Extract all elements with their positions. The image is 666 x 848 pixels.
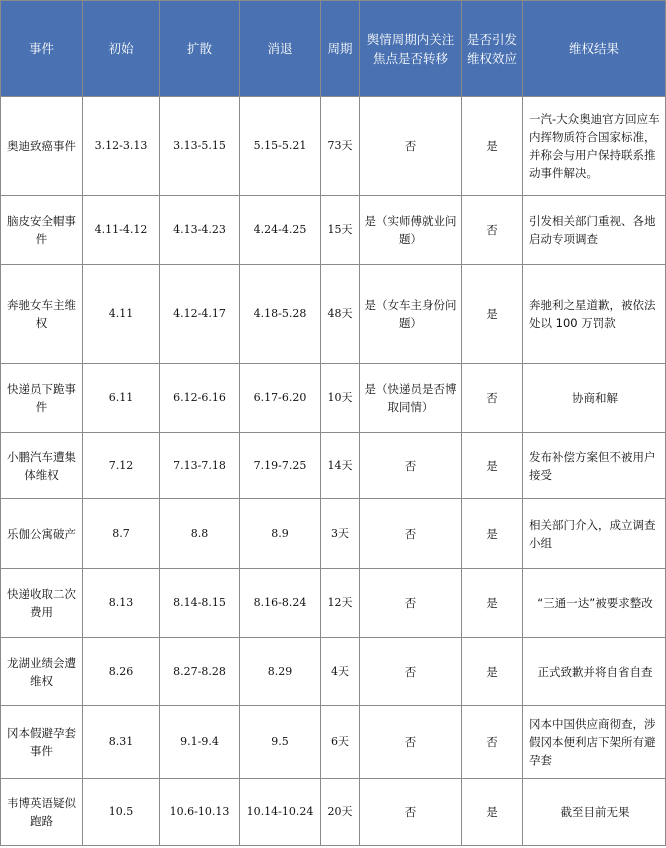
header-cycle: 周期	[321, 1, 360, 97]
table-row	[1, 638, 666, 706]
header-row	[1, 1, 666, 97]
cell-result: 相关部门介入，成立调查小组	[523, 499, 666, 569]
cell-event: 快递员下跪事件	[1, 364, 83, 433]
cell-fade: 8.16-8.24	[240, 569, 321, 638]
cell-focus-shift: 否	[360, 97, 462, 196]
cell-event: 快递收取二次费用	[1, 569, 83, 638]
cell-spread: 4.13-4.23	[160, 196, 240, 265]
cell-cycle: 20天	[321, 779, 360, 846]
cell-focus-shift: 否	[360, 569, 462, 638]
cell-result: 正式致歉并将自省自查	[523, 638, 666, 706]
cell-focus-shift: 否	[360, 499, 462, 569]
cell-rights-effect: 是	[462, 433, 523, 499]
cell-event: 脑皮安全帽事件	[1, 196, 83, 265]
cell-result: 冈本中国供应商彻查，涉假冈本便利店下架所有避孕套	[523, 706, 666, 779]
cell-start: 10.5	[83, 779, 160, 846]
header-start: 初始	[83, 1, 160, 97]
table-row	[1, 779, 666, 846]
cell-event: 龙湖业绩会遭维权	[1, 638, 83, 706]
cell-fade: 8.29	[240, 638, 321, 706]
cell-rights-effect: 否	[462, 364, 523, 433]
cell-result: 截至目前无果	[523, 779, 666, 846]
header-rights-effect: 是否引发维权效应	[462, 1, 523, 97]
cell-focus-shift: 否	[360, 433, 462, 499]
cell-rights-effect: 是	[462, 97, 523, 196]
cell-result: 奔驰利之星道歉，被依法处以 100 万罚款	[523, 265, 666, 364]
cell-focus-shift: 是（快递员是否博取同情）	[360, 364, 462, 433]
cell-fade: 10.14-10.24	[240, 779, 321, 846]
cell-spread: 4.12-4.17	[160, 265, 240, 364]
cell-cycle: 15天	[321, 196, 360, 265]
cell-spread: 3.13-5.15	[160, 97, 240, 196]
cell-rights-effect: 是	[462, 265, 523, 364]
table-row	[1, 706, 666, 779]
header-focus-shift: 舆情周期内关注焦点是否转移	[360, 1, 462, 97]
cell-result: 引发相关部门重视、各地启动专项调查	[523, 196, 666, 265]
cell-focus-shift: 否	[360, 706, 462, 779]
table-row	[1, 364, 666, 433]
cell-spread: 10.6-10.13	[160, 779, 240, 846]
cell-fade: 4.18-5.28	[240, 265, 321, 364]
cell-focus-shift: 否	[360, 638, 462, 706]
cell-fade: 6.17-6.20	[240, 364, 321, 433]
cell-fade: 5.15-5.21	[240, 97, 321, 196]
cell-spread: 8.8	[160, 499, 240, 569]
cell-cycle: 48天	[321, 265, 360, 364]
cell-start: 3.12-3.13	[83, 97, 160, 196]
cell-cycle: 3天	[321, 499, 360, 569]
cell-cycle: 10天	[321, 364, 360, 433]
cell-start: 4.11-4.12	[83, 196, 160, 265]
table-row	[1, 265, 666, 364]
cell-fade: 9.5	[240, 706, 321, 779]
cell-start: 4.11	[83, 265, 160, 364]
cell-cycle: 14天	[321, 433, 360, 499]
cell-event: 奔驰女车主维权	[1, 265, 83, 364]
cell-event: 奥迪致癌事件	[1, 97, 83, 196]
cell-event: 乐伽公寓破产	[1, 499, 83, 569]
cell-start: 8.7	[83, 499, 160, 569]
table-row	[1, 196, 666, 265]
cell-rights-effect: 是	[462, 638, 523, 706]
cell-focus-shift: 是（实师傅就业问题）	[360, 196, 462, 265]
cell-rights-effect: 是	[462, 499, 523, 569]
cell-result: 协商和解	[523, 364, 666, 433]
cell-result: 一汽-大众奥迪官方回应车内挥物质符合国家标准，并称会与用户保持联系推动事件解决。	[523, 97, 666, 196]
header-result: 维权结果	[523, 1, 666, 97]
cell-focus-shift: 是（女车主身份问题）	[360, 265, 462, 364]
cell-start: 6.11	[83, 364, 160, 433]
cell-start: 8.26	[83, 638, 160, 706]
table-row	[1, 499, 666, 569]
cell-spread: 8.14-8.15	[160, 569, 240, 638]
cell-result: 发布补偿方案但不被用户接受	[523, 433, 666, 499]
cell-spread: 7.13-7.18	[160, 433, 240, 499]
cell-rights-effect: 否	[462, 196, 523, 265]
cell-focus-shift: 否	[360, 779, 462, 846]
cell-event: 韦博英语疑似跑路	[1, 779, 83, 846]
cell-spread: 6.12-6.16	[160, 364, 240, 433]
cell-start: 7.12	[83, 433, 160, 499]
cell-cycle: 12天	[321, 569, 360, 638]
header-fade: 消退	[240, 1, 321, 97]
cell-cycle: 4天	[321, 638, 360, 706]
cell-fade: 8.9	[240, 499, 321, 569]
cell-result: “三通一达”被要求整改	[523, 569, 666, 638]
cell-cycle: 73天	[321, 97, 360, 196]
cell-start: 8.31	[83, 706, 160, 779]
header-event: 事件	[1, 1, 83, 97]
cell-start: 8.13	[83, 569, 160, 638]
cell-event: 冈本假避孕套事件	[1, 706, 83, 779]
table-row	[1, 569, 666, 638]
table-row	[1, 433, 666, 499]
cell-cycle: 6天	[321, 706, 360, 779]
cell-rights-effect: 是	[462, 569, 523, 638]
table-row	[1, 97, 666, 196]
cell-rights-effect: 是	[462, 779, 523, 846]
cell-fade: 7.19-7.25	[240, 433, 321, 499]
cell-spread: 8.27-8.28	[160, 638, 240, 706]
header-spread: 扩散	[160, 1, 240, 97]
cell-rights-effect: 否	[462, 706, 523, 779]
cell-spread: 9.1-9.4	[160, 706, 240, 779]
cell-event: 小鹏汽车遭集体维权	[1, 433, 83, 499]
cell-fade: 4.24-4.25	[240, 196, 321, 265]
